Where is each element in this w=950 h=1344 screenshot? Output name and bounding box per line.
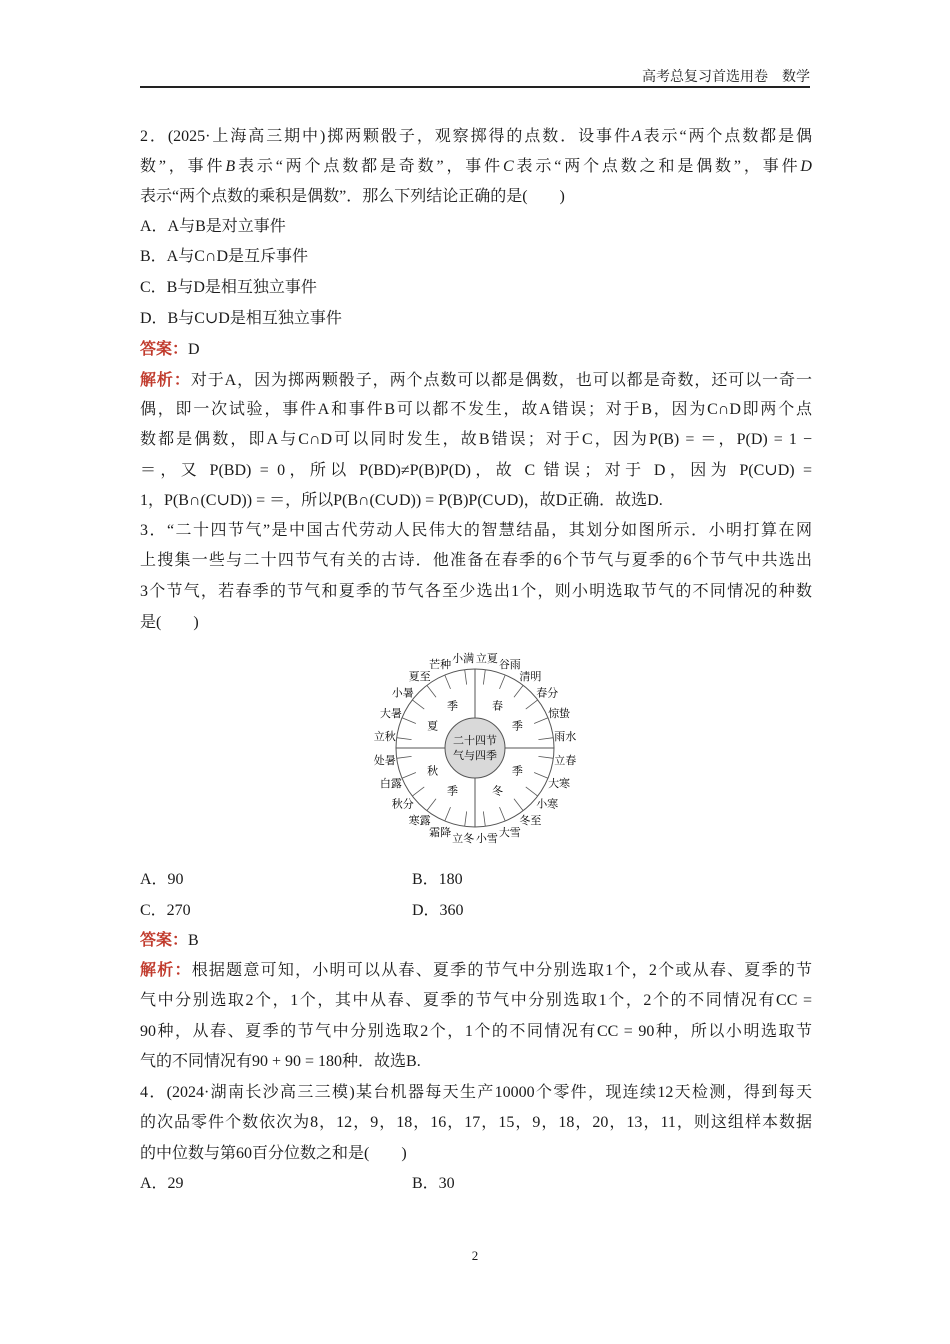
q3-option-c: C．270 bbox=[140, 902, 191, 919]
q2-option-a: A．A与B是对立事件 bbox=[140, 218, 286, 235]
term-label: 清明 bbox=[519, 669, 542, 683]
term-tick bbox=[465, 670, 467, 685]
term-tick bbox=[427, 799, 436, 811]
term-label: 大寒 bbox=[548, 776, 571, 790]
term-label: 大暑 bbox=[379, 707, 402, 721]
q2-analysis-line3: 数都是偶数，即A与C∩D可以同时发生，故B错误；对于C，因为P(B) = ＝，P(D) = 1 − bbox=[140, 431, 812, 448]
season-label: 冬 bbox=[492, 784, 504, 798]
term-label: 大雪 bbox=[498, 826, 521, 840]
term-tick bbox=[534, 772, 548, 778]
term-label: 小雪 bbox=[475, 832, 498, 846]
term-label: 夏至 bbox=[408, 669, 431, 683]
q4-stem-line2: 的次品零件个数依次为8，12，9，18，16，17，15，9，18，20，13，11，则这组样本数据 bbox=[140, 1114, 812, 1131]
term-label: 冬至 bbox=[519, 814, 542, 828]
q3-option-b: B．180 bbox=[412, 871, 463, 888]
q3-analysis-line2: 气中分别选取2个，1个，其中从春、夏季的节气中分别选取1个，2个的不同情况有CC = bbox=[140, 992, 812, 1009]
q2-answer: 答案：D bbox=[140, 341, 200, 358]
q3-analysis-line1: 解析：根据题意可知，小明可以从春、夏季的节气中分别选取1个，2个或从春、夏季的节 bbox=[140, 962, 812, 979]
q2-analysis-line5: 1，P(B∩(C∪D)) = ＝，所以P(B∩(C∪D)) = P(B)P(C∪D)，故D正确．故选D. bbox=[140, 492, 663, 509]
center-label-2: 气与四季 bbox=[453, 749, 497, 762]
term-tick bbox=[402, 772, 416, 778]
q2-analysis-line4: ＝，又 P(BD) = 0，所以 P(BD)≠P(B)P(D)，故 C 错误；对于 D，因为 P(C∪D) = bbox=[140, 462, 812, 479]
q3-stem-line1: 3．“二十四节气”是中国古代劳动人民伟大的智慧结晶，其划分如图所示．小明打算在网 bbox=[140, 522, 812, 539]
q3-option-a: A．90 bbox=[140, 871, 184, 888]
term-tick bbox=[538, 738, 553, 740]
term-tick bbox=[538, 756, 553, 758]
term-label: 处暑 bbox=[373, 753, 396, 767]
q4-stem-line1: 4．(2024·湖南长沙高三三模)某台机器每天生产10000个零件，现连续12天检测，得到每天 bbox=[140, 1084, 812, 1101]
term-tick bbox=[445, 807, 451, 821]
q2-analysis-line1: 解析：对于A，因为掷两颗骰子，两个点数可以都是偶数，也可以都是奇数，还可以一奇一 bbox=[140, 372, 812, 389]
term-tick bbox=[514, 685, 523, 697]
season-label: 季 bbox=[446, 699, 458, 713]
q4-stem-line3: 的中位数与第60百分位数之和是( ) bbox=[140, 1145, 407, 1162]
term-label: 小满 bbox=[452, 651, 475, 665]
season-label: 季 bbox=[511, 764, 523, 778]
season-label: 夏 bbox=[427, 719, 439, 733]
term-tick bbox=[465, 811, 467, 826]
season-label: 春 bbox=[492, 699, 504, 713]
term-tick bbox=[514, 799, 523, 811]
q3-answer: 答案：B bbox=[140, 932, 199, 949]
center-label-1: 二十四节 bbox=[453, 734, 497, 747]
q3-analysis-line4: 气的不同情况有90 + 90 = 180种．故选B. bbox=[140, 1053, 421, 1070]
term-tick bbox=[397, 738, 412, 740]
term-label: 芒种 bbox=[429, 657, 452, 671]
q3-stem-line2: 上搜集一些与二十四节气有关的古诗．他准备在春季的6个节气与夏季的6个节气中共选出 bbox=[140, 552, 812, 569]
q3-analysis-line3: 90种，从春、夏季的节气中分别选取2个，1个的不同情况有CC = 90种，所以小明选取节 bbox=[140, 1023, 812, 1040]
term-tick bbox=[499, 807, 505, 821]
season-label: 秋 bbox=[427, 764, 439, 778]
page-number: 2 bbox=[471, 1248, 479, 1263]
term-tick bbox=[483, 811, 485, 826]
q2-option-c: C．B与D是相互独立事件 bbox=[140, 279, 317, 296]
q2-stem-line1: 2．(2025·上海高三期中)掷两颗骰子，观察掷得的点数．设事件A表示“两个点数都是偶 bbox=[140, 128, 812, 145]
term-tick bbox=[445, 675, 451, 689]
term-tick bbox=[397, 756, 412, 758]
q3-stem-line4: 是( ) bbox=[140, 614, 199, 631]
header-divider bbox=[140, 86, 810, 88]
term-label: 立冬 bbox=[452, 832, 475, 846]
q2-stem-line3: 表示“两个点数的乘积是偶数”．那么下列结论正确的是( ) bbox=[140, 188, 565, 205]
term-tick bbox=[412, 700, 424, 709]
term-label: 立春 bbox=[554, 753, 577, 767]
term-label: 秋分 bbox=[391, 797, 414, 811]
center-disc bbox=[445, 718, 505, 778]
q2-analysis-line2: 偶，即一次试验，事件A和事件B可以都不发生，故A错误；对于B，因为C∩D即两个点 bbox=[140, 401, 812, 418]
q2-option-d: D．B与C∪D是相互独立事件 bbox=[140, 310, 342, 327]
running-header: 高考总复习首选用卷 数学 bbox=[642, 70, 810, 85]
q2-option-b: B．A与C∩D是互斥事件 bbox=[140, 248, 309, 265]
term-label: 雨水 bbox=[554, 730, 577, 744]
term-label: 小暑 bbox=[391, 686, 414, 700]
term-label: 春分 bbox=[536, 686, 559, 700]
term-label: 立夏 bbox=[475, 651, 498, 665]
term-label: 霜降 bbox=[429, 826, 452, 840]
term-label: 寒露 bbox=[408, 814, 431, 828]
term-tick bbox=[526, 700, 538, 709]
term-tick bbox=[534, 718, 548, 724]
term-tick bbox=[427, 685, 436, 697]
term-tick bbox=[499, 675, 505, 689]
q3-stem-line3: 3个节气，若春季的节气和夏季的节气各至少选出1个，则小明选取节气的不同情况的种数 bbox=[140, 583, 812, 600]
term-tick bbox=[402, 718, 416, 724]
q4-option-a: A．29 bbox=[140, 1175, 184, 1192]
solar-terms-diagram bbox=[355, 648, 595, 848]
term-tick bbox=[412, 787, 424, 796]
term-label: 谷雨 bbox=[498, 657, 521, 671]
term-label: 惊蛰 bbox=[548, 707, 571, 721]
term-tick bbox=[526, 787, 538, 796]
season-label: 季 bbox=[511, 719, 523, 733]
term-label: 小寒 bbox=[536, 797, 559, 811]
term-tick bbox=[483, 670, 485, 685]
q3-option-d: D．360 bbox=[412, 902, 464, 919]
season-label: 季 bbox=[446, 784, 458, 798]
q2-stem-line2: 数”，事件B表示“两个点数都是奇数”，事件C表示“两个点数之和是偶数”，事件D bbox=[140, 158, 812, 175]
q4-option-b: B．30 bbox=[412, 1175, 455, 1192]
term-label: 白露 bbox=[379, 776, 402, 790]
term-label: 立秋 bbox=[373, 730, 396, 744]
